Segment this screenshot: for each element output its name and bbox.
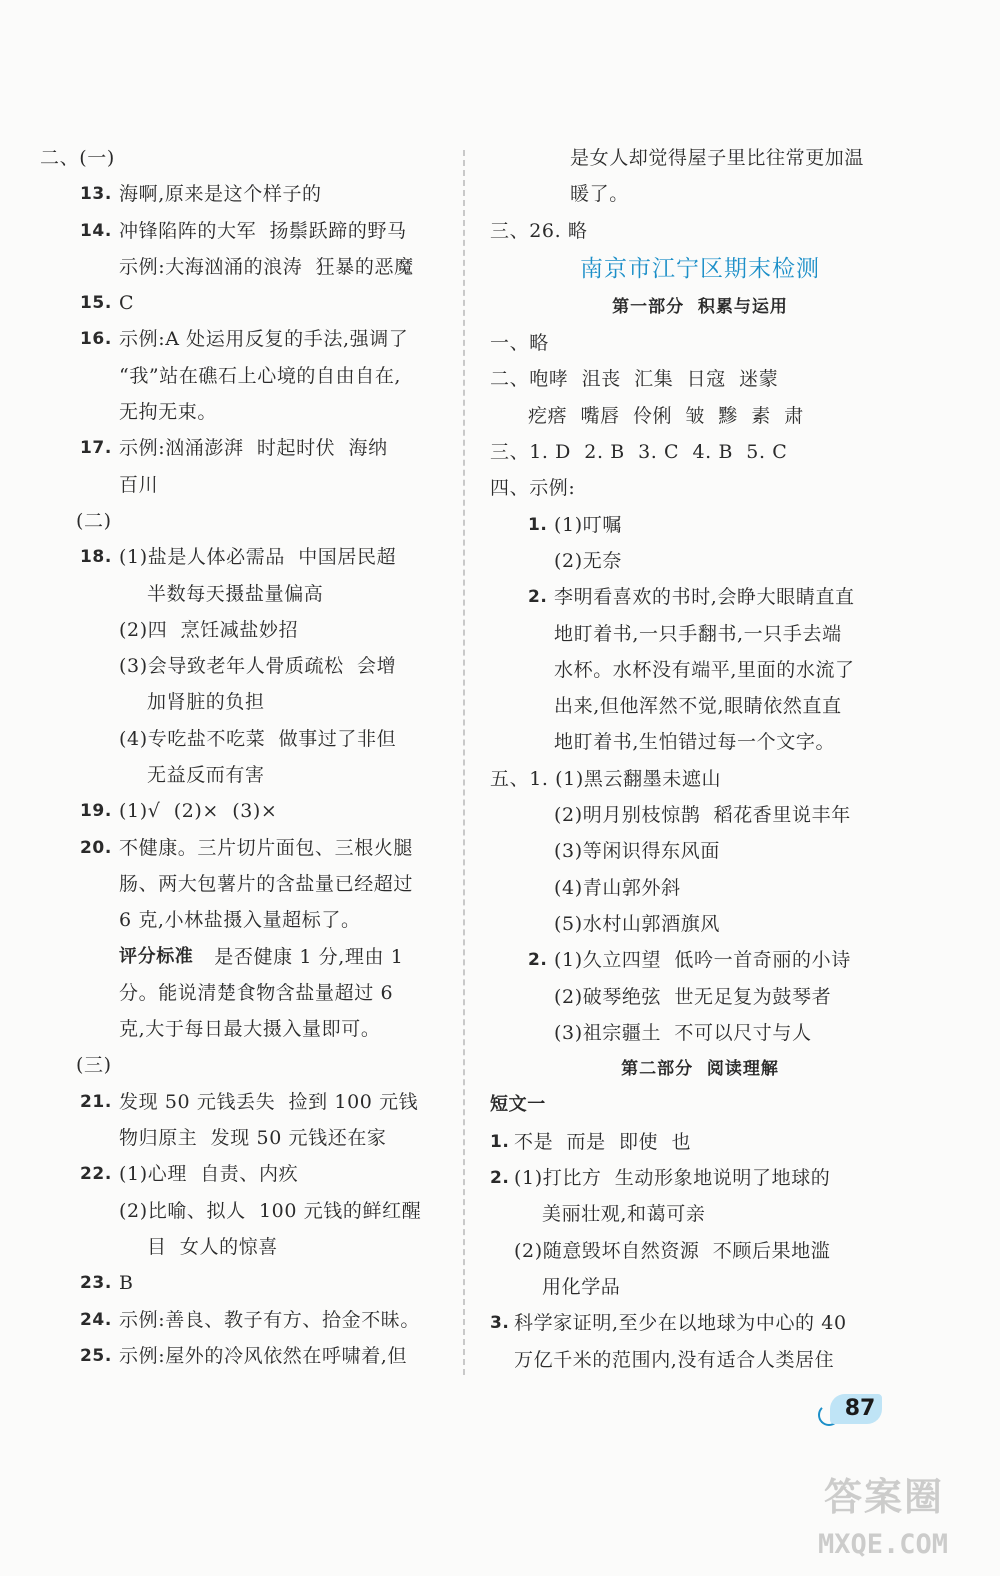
answer-line: 目 女人的惊喜 [147,1235,278,1258]
answer-line: 地盯着书,一只手翻书,一只手去端 [554,622,842,645]
answer-line: 3. 科学家证明,至少在以地球为中心的 40 [490,1305,910,1341]
answer-line: (2)无奈 [554,549,622,572]
answer-line: 肠、两大包薯片的含盐量已经超过 [119,872,414,895]
passage-label: 短文一 [490,1094,546,1116]
left-column [40,140,445,1374]
question-number: 2. [528,950,548,971]
answer-line: 2. (1)久立四望 低吟一首奇丽的小诗 [490,942,910,978]
answer-line: 五、1. (1)黑云翻墨未遮山 [490,767,722,790]
question-number: 21. [80,1091,112,1112]
answer-line: 暖了。 [570,183,629,206]
part-one-title: 第一部分 积累与运用 [612,296,788,317]
answer-line: 是女人却觉得屋子里比往常更加温 [570,147,865,169]
section-title: 南京市江宁区期末检测 [580,255,820,282]
watermark-logo [818,1472,988,1572]
answer-line: 25. 示例:屋外的冷风依然在呼啸着,但 [40,1338,445,1374]
answer-line: 17. 示例:汹涌澎湃 时起时伏 海纳 [40,430,445,466]
answer-line: (二) [76,509,112,532]
question-number: 14. [80,220,112,241]
question-number: 22. [80,1164,112,1185]
answer-line: 物归原主 发现 50 元钱还在家 [119,1127,387,1150]
answer-line: (2)四 烹饪减盐妙招 [119,618,299,641]
answer-line: 一、略 [490,332,549,355]
answer-line: 16. 示例:A 处运用反复的手法,强调了 [40,321,445,357]
answer-line: 2. 李明看喜欢的书时,会睁大眼睛直直 [490,579,910,615]
scoring-standard-line: 评分标准 是否健康 1 分,理由 1 [40,939,445,975]
answer-line: 水杯。水杯没有端平,里面的水流了 [554,658,855,681]
answer-line: 四、示例: [490,477,576,500]
answer-line: 无拘无束。 [119,401,218,424]
watermark-logo-text: 答案圈 [824,1475,945,1519]
answer-line: 分。能说清楚食物含盐量超过 6 [119,981,394,1004]
answer-line: 13. 海啊,原来是这个样子的 [40,176,445,212]
answer-line: 1. (1)叮嘱 [490,507,910,543]
answer-line: 半数每天摄盐量偏高 [147,582,324,605]
answer-line: 加肾脏的负担 [147,691,265,714]
question-number: 16. [80,329,112,350]
question-number: 18. [80,547,112,568]
answer-line: (3)会导致老年人骨质疏松 会增 [119,655,397,678]
answer-line: 无益反而有害 [147,764,265,787]
page-number: 87 [818,1392,886,1432]
answer-line: 二、咆哮 沮丧 汇集 日寇 迷蒙 [490,368,779,391]
answer-line: 6 克,小林盐摄入量超标了。 [119,909,361,932]
question-number: 17. [80,438,112,459]
answer-line: 2. (1)打比方 生动形象地说明了地球的 [490,1160,910,1196]
answer-line: 百川 [119,473,159,496]
column-divider [463,150,465,1375]
part-two-title: 第二部分 阅读理解 [621,1059,779,1080]
answer-line: 美丽壮观,和蔼可亲 [542,1203,706,1226]
answer-line: 示例:大海汹涌的浪涛 狂暴的恶魔 [119,255,414,278]
question-number: 3. [490,1313,510,1334]
answer-line: (2)破琴绝弦 世无足复为鼓琴者 [554,985,832,1008]
answer-line: 疙瘩 嘴唇 伶俐 皱 黲 素 肃 [528,404,804,427]
answer-line: 克,大于每日最大摄入量即可。 [119,1018,381,1041]
question-number: 1. [490,1131,510,1152]
answer-line: 二、(一) [40,147,115,169]
question-number: 20. [80,837,112,858]
answer-line [490,1087,910,1123]
answer-line: (2)随意毁坏自然资源 不顾后果地滥 [514,1239,831,1262]
answer-line: 22. (1)心理 自责、内疚 [40,1156,445,1192]
answer-line: 20. 不健康。三片切片面包、三根火腿 [40,830,445,866]
question-number: 2. [490,1168,510,1189]
question-number: 13. [80,184,112,205]
answer-line: “我”站在礁石上心境的自由自在, [119,364,402,387]
answer-line: 24. 示例:善良、教子有方、拾金不昧。 [40,1302,445,1338]
answer-line: 1. 不是 而是 即使 也 [490,1124,910,1160]
scoring-standard-label: 评分标准 [119,945,194,967]
answer-line: (2)明月别枝惊鹊 稻花香里说丰年 [554,804,851,827]
question-number: 25. [80,1345,112,1366]
question-number: 2. [528,587,548,608]
question-number: 15. [80,293,112,314]
answer-line: 18. (1)盐是人体必需品 中国居民超 [40,539,445,575]
question-number: 19. [80,801,112,822]
answer-line: 15. C [40,285,445,321]
answer-line: 21. 发现 50 元钱丢失 捡到 100 元钱 [40,1084,445,1120]
answer-line: (三) [76,1054,112,1077]
answer-line: 14. 冲锋陷阵的大军 扬鬃跃蹄的野马 [40,213,445,249]
answer-line: 万亿千米的范围内,没有适合人类居住 [514,1348,835,1371]
answer-line: (3)等闲识得东风面 [554,840,720,863]
answer-line: 出来,但他浑然不觉,眼睛依然直直 [554,695,842,718]
watermark-site-text: MXQE.COM [818,1529,949,1560]
answer-line: (5)水村山郭酒旗风 [554,912,720,935]
answer-line: (4)青山郭外斜 [554,876,681,899]
answer-line: 用化学品 [542,1275,621,1298]
right-column [490,140,910,1378]
answer-line: 23. B [40,1265,445,1301]
question-number: 24. [80,1309,112,1330]
answer-line: (4)专吃盐不吃菜 做事过了非但 [119,727,397,750]
answer-line: (2)比喻、拟人 100 元钱的鲜红醒 [119,1199,422,1222]
question-number: 1. [528,514,548,535]
answer-line: 三、1. D 2. B 3. C 4. B 5. C [490,441,788,464]
question-number: 23. [80,1273,112,1294]
answer-line: (3)祖宗疆土 不可以尺寸与人 [554,1021,812,1044]
answer-line: 19. (1)√ (2)× (3)× [40,793,445,829]
answer-line: 三、26. 略 [490,219,588,242]
answer-line: 地盯着书,生怕错过每一个文字。 [554,731,836,754]
